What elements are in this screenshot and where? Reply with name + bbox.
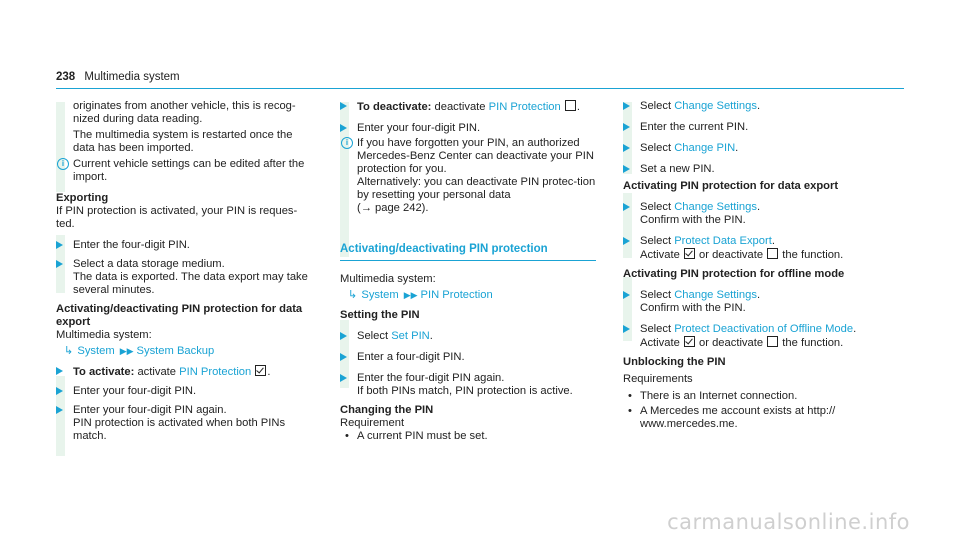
arrow-icon <box>56 260 63 268</box>
step-text: Activate <box>640 249 680 261</box>
menu-item-pin-protection[interactable]: PIN Protection <box>420 289 493 301</box>
arrow-icon <box>340 102 347 110</box>
double-chevron-icon: ▶▶ <box>119 346 134 356</box>
return-arrow-icon: ↳ <box>348 289 358 301</box>
arrow-icon <box>56 367 63 375</box>
section-title: Multimedia system <box>84 71 180 83</box>
heading-changing-pin: Changing the PIN <box>340 404 434 416</box>
step-text: Activate <box>640 337 680 349</box>
step-text: Select <box>640 142 672 154</box>
url-link[interactable]: www.mercedes.me. <box>640 418 738 430</box>
step-detail: PIN protection is activated when both PINs match. <box>73 417 286 442</box>
checkbox-checked-icon <box>255 365 266 376</box>
heading-exporting: Exporting <box>56 192 109 204</box>
step: Select Change PIN. <box>623 142 905 155</box>
heading-unblocking-pin: Unblocking the PIN <box>623 356 726 368</box>
step-text: Select <box>640 100 672 112</box>
pin-protection-link[interactable]: PIN Protection <box>179 366 252 378</box>
arrow-icon <box>340 374 347 382</box>
return-arrow-icon: ↳ <box>64 345 74 357</box>
double-chevron-icon: ▶▶ <box>403 290 418 300</box>
step-text: Enter the four-digit PIN. <box>73 239 190 251</box>
step-text: Select <box>640 289 672 301</box>
step-text: Enter a four-digit PIN. <box>357 351 465 363</box>
step-text: Select <box>640 201 672 213</box>
info-note <box>340 137 596 215</box>
step-text: Select <box>640 323 672 335</box>
step-text: or deactivate <box>699 337 764 349</box>
change-pin-link[interactable]: Change PIN <box>674 142 736 154</box>
step: Select Set PIN. <box>340 330 596 343</box>
protect-offline-mode-link[interactable]: Protect Deactivation of Offline Mode <box>674 323 854 335</box>
info-text: Alternatively: you can deactivate PIN protec-tion by resetting your personal data <box>357 176 596 201</box>
section-heading: Activating/deactivating PIN protection <box>340 243 548 255</box>
step: To deactivate: deactivate PIN Protection . <box>340 100 596 114</box>
step-text: Enter your four-digit PIN again. <box>73 404 227 416</box>
step-text: the function. <box>782 249 844 261</box>
step <box>340 122 596 135</box>
step-text: activate <box>137 366 177 378</box>
step-detail: Confirm with the PIN. <box>640 302 746 314</box>
header-rule <box>56 88 904 89</box>
step-text: Enter the current PIN. <box>640 121 749 133</box>
protect-data-export-link[interactable]: Protect Data Export <box>674 235 772 247</box>
page-reference[interactable]: (→ page 242). <box>357 202 429 214</box>
step: Select Protect Deactivation of Offline Mode. Activate or deactivate the function. <box>623 323 905 350</box>
arrow-icon <box>340 124 347 132</box>
list-item <box>623 405 905 431</box>
column-2 <box>340 100 596 445</box>
menu-item-system[interactable]: System <box>77 345 115 357</box>
arrow-icon <box>623 291 630 299</box>
step-text: Enter your four-digit PIN. <box>357 122 481 134</box>
arrow-icon <box>56 241 63 249</box>
arrow-icon <box>340 332 347 340</box>
step <box>623 121 905 134</box>
step: Select Change Settings. Confirm with the PIN. <box>623 289 905 315</box>
info-icon: i <box>57 158 69 170</box>
step-text: Select a data storage medium. <box>73 258 225 270</box>
step-text: Select <box>640 235 672 247</box>
step: To activate: activate PIN Protection . <box>56 365 314 379</box>
checkbox-checked-icon <box>684 336 695 347</box>
step-text: or deactivate <box>699 249 764 261</box>
requirement-label: Requirement <box>340 417 405 429</box>
list-item: • There is an Internet connection. <box>623 390 905 403</box>
step-label: To deactivate: <box>357 101 432 113</box>
arrow-icon <box>623 325 630 333</box>
step: Select Change Settings. <box>623 100 905 113</box>
info-icon: i <box>341 137 353 149</box>
menu-path <box>56 345 314 358</box>
step-text: deactivate <box>434 101 486 113</box>
arrow-icon <box>623 237 630 245</box>
info-text: If you have forgotten your PIN, an authorized Mercedes-Benz Center can deactivate your PIN protection for you. <box>357 137 594 175</box>
paragraph: The multimedia system is restarted once the data has been imported. <box>73 129 293 154</box>
heading-setting-pin: Setting the PIN <box>340 309 420 321</box>
step <box>340 351 596 364</box>
change-settings-link[interactable]: Change Settings <box>674 100 757 112</box>
arrow-icon <box>623 165 630 173</box>
step <box>56 258 314 297</box>
menu-item-system-backup[interactable]: System Backup <box>136 345 215 357</box>
step <box>56 239 314 252</box>
arrow-icon <box>623 123 630 131</box>
heading-data-export: Activating PIN protection for data export <box>623 180 839 192</box>
checkbox-empty-icon <box>565 100 576 111</box>
step <box>623 163 905 176</box>
step-text: Set a new PIN. <box>640 163 715 175</box>
page-header <box>56 71 180 84</box>
arrow-icon <box>623 144 630 152</box>
page-number: 238 <box>56 71 76 83</box>
heading-activating-export: Activating/deactivating PIN protection for data export <box>56 303 303 328</box>
step: Select Protect Data Export. Activate or deactivate the function. <box>623 235 905 262</box>
list-text: A Mercedes me account exists at http:// <box>640 405 836 417</box>
arrow-icon <box>56 406 63 414</box>
column-1 <box>56 100 314 449</box>
step-text: Enter your four-digit PIN. <box>73 385 197 397</box>
paragraph: If PIN protection is activated, your PIN is reques-ted. <box>56 205 298 230</box>
arrow-icon <box>340 353 347 361</box>
paragraph: originates from another vehicle, this is recog-nized during data reading. <box>73 100 296 125</box>
info-text: Current vehicle settings can be edited after the import. <box>73 158 305 183</box>
step <box>340 372 596 398</box>
watermark: carmanualsonline.info <box>667 510 910 534</box>
step-text: Enter the four-digit PIN again. <box>357 372 505 384</box>
checkbox-empty-icon <box>767 248 778 259</box>
step-detail: The data is exported. The data export may take several minutes. <box>73 271 308 296</box>
step-text: Select <box>357 330 389 342</box>
menu-item-system[interactable]: System <box>361 289 399 301</box>
list-item: • A current PIN must be set. <box>340 430 596 443</box>
checkbox-checked-icon <box>684 248 695 259</box>
column-3 <box>623 100 905 433</box>
heading-offline-mode: Activating PIN protection for offline mode <box>623 268 845 280</box>
menu-label: Multimedia system: <box>56 329 152 341</box>
step <box>56 385 314 398</box>
step-text: the function. <box>782 337 844 349</box>
change-settings-link[interactable]: Change Settings <box>674 201 757 213</box>
section-rule <box>340 260 596 261</box>
arrow-icon <box>623 203 630 211</box>
step-detail: If both PINs match, PIN protection is active. <box>357 385 573 397</box>
pin-protection-link[interactable]: PIN Protection <box>488 101 561 113</box>
arrow-icon <box>56 387 63 395</box>
menu-path <box>340 289 596 302</box>
checkbox-empty-icon <box>767 336 778 347</box>
info-note <box>56 158 314 184</box>
set-pin-link[interactable]: Set PIN <box>391 330 430 342</box>
step-label: To activate: <box>73 366 135 378</box>
change-settings-link[interactable]: Change Settings <box>674 289 757 301</box>
menu-label: Multimedia system: <box>340 273 436 285</box>
step <box>56 404 314 443</box>
step-detail: Confirm with the PIN. <box>640 214 746 226</box>
arrow-icon <box>623 102 630 110</box>
requirement-label: Requirements <box>623 373 693 385</box>
step: Select Change Settings. Confirm with the PIN. <box>623 201 905 227</box>
